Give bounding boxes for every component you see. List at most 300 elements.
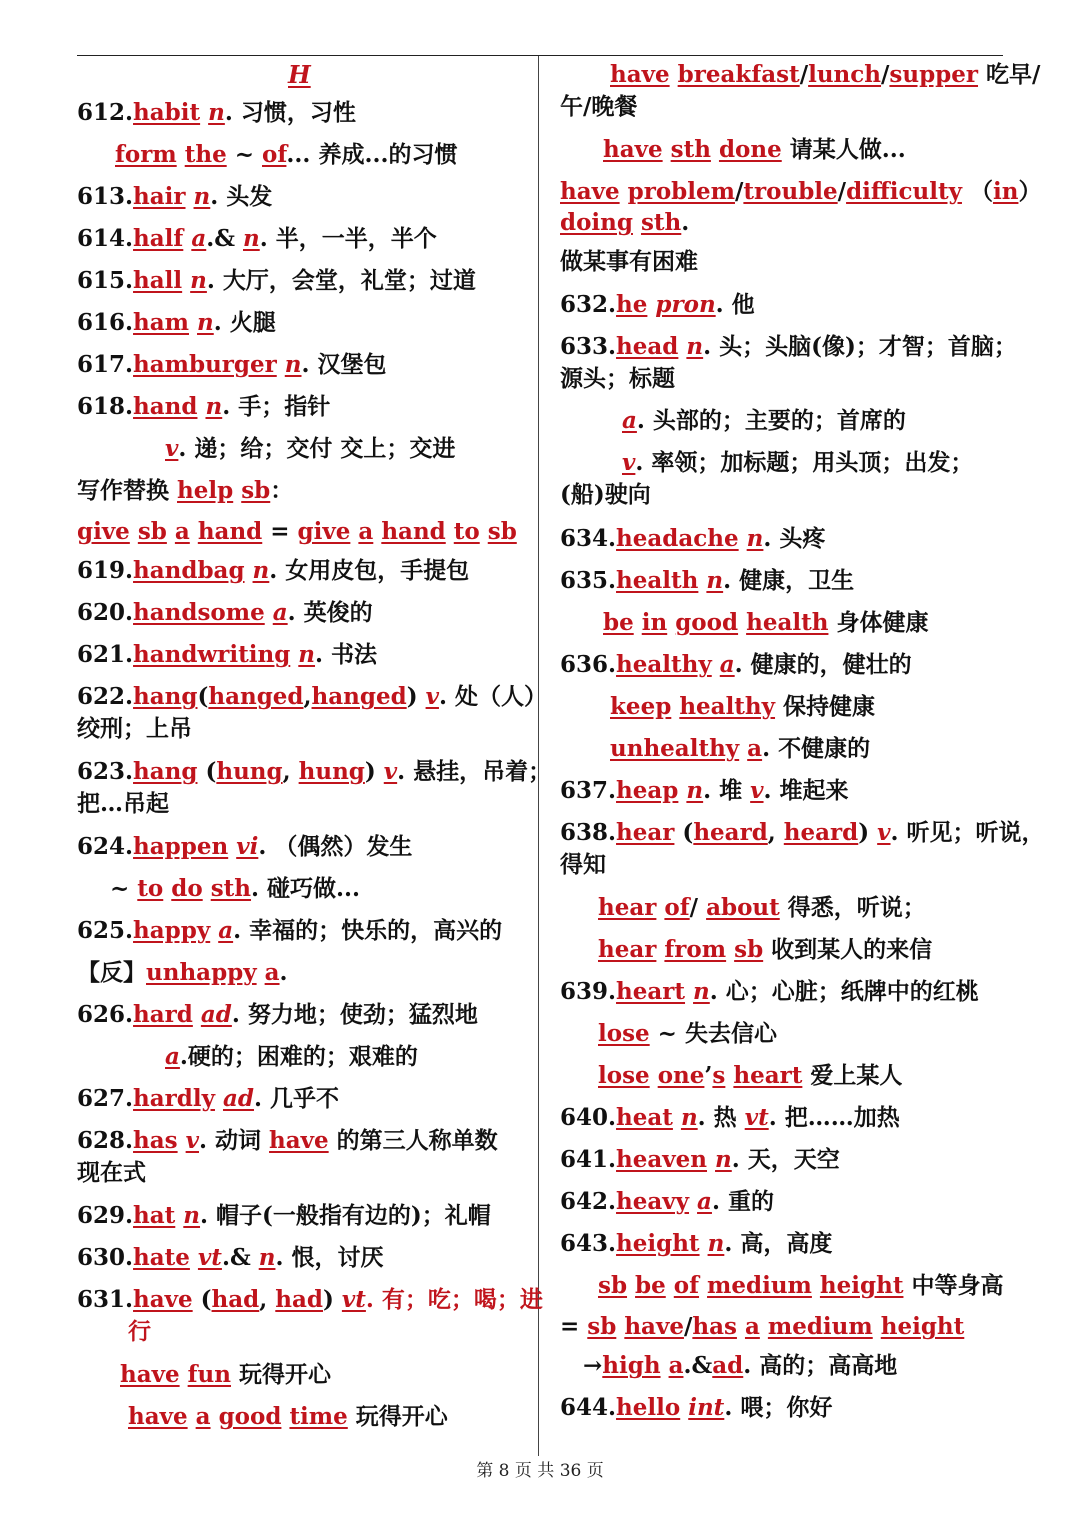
entry-text: / [881,61,890,88]
entry-text [663,136,671,163]
entry-keyword: handbag [133,557,245,584]
entry-text: / [683,1313,693,1340]
entry-keyword: hang [133,683,198,710]
entry-keyword: ham [133,309,189,336]
entry-text: . 处（人） [438,683,547,710]
entry-keyword: a [697,1188,712,1215]
entry-text: 624. [77,833,134,860]
entry-text: 身体健康 [828,609,929,636]
entry-text: 642. [560,1188,617,1215]
entry-text: ’ [704,1062,713,1089]
entry-text [446,518,454,545]
entry-keyword: a [264,959,280,986]
left-entry-line [77,476,293,506]
entry-text: 629. [77,1202,134,1229]
entry-keyword: happy [133,917,211,944]
entry-text: . 努力地；使劲；猛烈地 [231,1001,478,1028]
right-entry-line [598,893,926,923]
entry-keyword: ad [222,1085,254,1112]
entry-text [707,1146,715,1173]
entry-keyword: good [675,609,739,636]
entry-keyword: hand [133,393,198,420]
entry-keyword: n [205,393,223,420]
entry-text [712,651,720,678]
entry-keyword: medium [767,1313,873,1340]
entry-keyword: hang [133,758,198,785]
entry-text [620,178,628,205]
entry-text: / [837,178,847,205]
entry-text: , [259,1286,276,1313]
entry-text: 615. [77,267,134,294]
entry-text: = [560,1313,588,1340]
left-entry-line [77,714,192,744]
entry-text: ( [197,758,217,785]
entry-keyword: the [184,141,227,168]
left-entry-line [77,682,547,712]
entry-keyword: done [718,136,782,163]
entry-keyword: time [289,1403,348,1430]
entry-text: . 手；指针 [222,393,331,420]
top-rule [77,55,1003,56]
entry-keyword: have [560,178,620,205]
entry-keyword: hand [197,518,263,545]
entry-text: .& [206,225,243,252]
entry-text: . 女用皮包，手提包 [269,557,470,584]
left-entry-line [77,1000,478,1030]
entry-text: 午/晚餐 [560,93,638,120]
right-entry-line [560,1229,832,1259]
left-entry-line [77,1285,543,1315]
entry-keyword: handsome [133,599,265,626]
entry-text [812,1272,820,1299]
entry-text: 614. [77,225,134,252]
entry-text: ) [323,1286,342,1313]
entry-text: 收到某人的来信 [763,936,933,963]
entry-keyword: sb [587,1313,617,1340]
entry-text [265,599,273,626]
entry-keyword: lunch [808,61,882,88]
entry-keyword: vt [744,1104,769,1131]
entry-text [738,609,746,636]
entry-keyword: happen [133,833,229,860]
right-entry-line [560,1312,964,1342]
entry-keyword: trouble [743,178,838,205]
entry-keyword: sb [598,1272,628,1299]
right-entry-line [598,1271,1003,1301]
left-entry-line [128,1402,448,1432]
entry-keyword: unhappy [146,959,257,986]
entry-keyword: have [133,1286,193,1313]
entry-keyword: a [174,518,190,545]
entry-text: . 堆起来 [763,777,849,804]
entry-text: = [262,518,298,545]
entry-keyword: a [668,1352,684,1379]
entry-text: 玩得开心 [347,1403,448,1430]
left-entry-line [77,1158,146,1188]
entry-keyword: heaven [616,1146,708,1173]
entry-text: 622. [77,683,134,710]
entry-text [186,183,194,210]
entry-text: . 他 [715,291,755,318]
entry-text: 626. [77,1001,134,1028]
left-entry-line [165,434,455,464]
right-entry-line [610,734,870,764]
entry-keyword: has [133,1127,178,1154]
entry-keyword: v [425,683,439,710]
entry-text: . 率领；加标题；用头顶；出发； [635,449,974,476]
entry-text: / [689,894,707,921]
entry-keyword: n [706,567,724,594]
entry-keyword: be [603,609,634,636]
entry-text: 得悉，听说； [779,894,926,921]
right-entry-line [560,566,854,596]
entry-keyword: high [602,1352,661,1379]
entry-text [699,1272,707,1299]
entry-keyword: hard [133,1001,193,1028]
entry-keyword: . 有；吃；喝；进 [365,1286,543,1313]
entry-text [673,1104,681,1131]
entry-text: 628. [77,1127,134,1154]
right-entry-line [560,977,979,1007]
entry-text: . 高的；高高地 [743,1352,898,1379]
entry-text [130,518,138,545]
entry-keyword: s [712,1062,726,1089]
left-entry-line [115,140,457,170]
left-entry-line [77,1084,339,1114]
entry-text: . 半，一半，半个 [259,225,437,252]
entry-keyword: n [746,525,764,552]
entry-text [190,1244,198,1271]
entry-keyword: hate [133,1244,190,1271]
entry-text [210,917,218,944]
entry-keyword: in [641,609,668,636]
entry-text: ~ [226,141,262,168]
entry-text: 613. [77,183,134,210]
right-entry-line [610,60,1040,90]
entry-text: . 大厅，会堂，礼堂；过道 [206,267,476,294]
entry-text: （ [961,178,993,205]
entry-keyword: he [616,291,648,318]
right-entry-line [560,177,1041,207]
left-entry-line [77,98,356,128]
entry-keyword: heat [616,1104,673,1131]
entry-keyword: sth [210,875,252,902]
entry-text [634,609,642,636]
entry-text: . 火腿 [213,309,276,336]
entry-keyword: a [272,599,288,626]
entry-text: . 头部的；主要的；首席的 [636,407,906,434]
entry-text: 【反】 [77,959,146,986]
right-entry-line [598,1019,777,1049]
entry-text: .& [221,1244,259,1271]
entry-keyword: n [258,1244,276,1271]
entry-text: . 心；心脏；纸牌中的红桃 [709,978,979,1005]
entry-text [633,209,641,236]
entry-keyword: a [218,917,234,944]
entry-text: . 习惯，习性 [224,99,356,126]
entry-keyword: unhealthy [610,735,740,762]
left-entry-line [77,556,469,586]
entry-keyword: n [707,1230,725,1257]
entry-text: ... 养成...的习惯 [286,141,458,168]
entry-text [873,1313,881,1340]
entry-keyword: int [688,1394,725,1421]
entry-keyword: have [603,136,663,163]
entry-keyword: v [185,1127,199,1154]
entry-keyword: hand [381,518,446,545]
entry-text: ~ [110,875,138,902]
right-entry-line [560,208,689,238]
entry-text [760,1313,768,1340]
entry-text [739,525,747,552]
entry-keyword: sb [734,936,764,963]
entry-keyword: n [284,351,302,378]
right-entry-line [560,524,825,554]
right-entry-line [560,1103,900,1133]
entry-keyword: had [211,1286,260,1313]
right-entry-line [560,776,849,806]
entry-keyword: do [171,875,203,902]
entry-text: 640. [560,1104,617,1131]
left-entry-line [77,640,377,670]
entry-keyword: height [880,1313,965,1340]
right-entry-line [610,692,875,722]
entry-text: . 书法 [315,641,378,668]
entry-text: . 把……加热 [768,1104,900,1131]
entry-keyword: have [269,1127,329,1154]
entry-text: 源头；标题 [560,365,675,392]
entry-keyword: of [262,141,287,168]
column-divider [538,56,539,1456]
entry-text [182,267,190,294]
entry-text: . 英俊的 [287,599,373,626]
entry-text: 做某事有困难 [560,248,698,275]
entry-keyword: hear [598,894,657,921]
entry-keyword: health [616,567,699,594]
entry-keyword: half [133,225,184,252]
entry-keyword: a [747,735,763,762]
entry-keyword: a [195,1403,211,1430]
entry-keyword: headache [616,525,739,552]
entry-keyword: pron [655,291,716,318]
right-entry-line [560,480,651,510]
entry-keyword: problem [627,178,735,205]
left-entry-line [128,1317,151,1347]
entry-keyword: hanged [311,683,407,710]
left-entry-line [110,874,360,904]
left-entry-line [77,1243,383,1273]
entry-text: 616. [77,309,134,336]
entry-text: . 重的 [711,1188,774,1215]
entry-text: 620. [77,599,134,626]
entry-keyword: a [744,1313,760,1340]
entry-keyword: heart [733,1062,803,1089]
entry-text: ： [270,477,294,504]
entry-keyword: about [706,894,780,921]
entry-text: ） [1018,178,1042,205]
entry-text: ( [197,683,209,710]
entry-text: , [282,758,299,785]
entry-text: . 头发 [210,183,273,210]
entry-keyword: n [680,1104,698,1131]
entry-keyword: heap [616,777,679,804]
entry-keyword: a [191,225,207,252]
entry-text: 619. [77,557,134,584]
entry-text: 635. [560,567,617,594]
entry-keyword: sb [137,518,167,545]
entry-text: 绞刑；上吊 [77,715,192,742]
entry-text [737,1313,745,1340]
entry-text: 639. [560,978,617,1005]
section-heading: H [288,60,311,89]
entry-keyword: hardly [133,1085,215,1112]
entry-text: 621. [77,641,134,668]
left-entry-line [77,1126,498,1156]
entry-text [627,1272,635,1299]
entry-text [650,1062,658,1089]
entry-text [188,1403,196,1430]
entry-keyword: height [616,1230,700,1257]
entry-keyword: from [664,936,727,963]
right-entry-line [560,818,1045,848]
entry-text: 627. [77,1085,134,1112]
left-entry-line [77,266,476,296]
entry-keyword: n [243,225,260,252]
left-entry-line [77,308,276,338]
entry-keyword: to [137,875,164,902]
entry-keyword: has [692,1313,737,1340]
entry-keyword: sth [640,209,682,236]
entry-keyword: doing [560,209,633,236]
entry-text: . 高，高度 [724,1230,833,1257]
entry-keyword: hello [616,1394,681,1421]
entry-keyword: one [657,1062,705,1089]
entry-text: (船)驶向 [560,481,651,508]
entry-text [689,1188,697,1215]
entry-text: 618. [77,393,134,420]
entry-text: . 递；给；交付 交上；交进 [178,435,456,462]
left-entry-line [77,392,330,422]
entry-text: 636. [560,651,617,678]
entry-keyword: sb [241,477,271,504]
right-entry-line [560,247,698,277]
entry-text: . 帽子(一般指有边的)；礼帽 [200,1202,491,1229]
entry-keyword: n [183,1202,201,1229]
entry-keyword: n [686,777,704,804]
entry-text: , [767,819,784,846]
entry-text: . 头疼 [763,525,826,552]
entry-text [245,557,253,584]
entry-keyword: v [877,819,891,846]
entry-keyword: have [610,61,670,88]
entry-text: 请某人做... [781,136,906,163]
entry-keyword: hung [216,758,283,785]
entry-text: . [279,959,288,986]
left-entry-line [77,916,502,946]
entry-text: 632. [560,291,617,318]
entry-text: 638. [560,819,617,846]
left-entry-line [120,1360,331,1390]
entry-text [203,875,211,902]
entry-keyword: v [383,758,398,785]
right-entry-line [560,92,637,122]
left-entry-line [77,598,373,628]
right-entry-line [583,1351,897,1381]
entry-keyword: have [624,1313,684,1340]
entry-keyword: health [746,609,829,636]
entry-text: 玩得开心 [230,1361,331,1388]
entry-keyword: of [664,894,690,921]
left-entry-line [77,517,517,547]
entry-keyword: fun [187,1361,231,1388]
entry-text [200,99,208,126]
entry-keyword: form [115,141,177,168]
entry-text: ( [674,819,694,846]
entry-keyword: keep [610,693,672,720]
entry-keyword: v [750,777,764,804]
entry-text: 得知 [560,851,606,878]
entry-text: / [799,61,809,88]
entry-keyword: hear [598,936,657,963]
entry-keyword: n [715,1146,732,1173]
left-entry-line [77,1201,491,1231]
entry-text: 641. [560,1146,617,1173]
entry-keyword: good [218,1403,282,1430]
entry-keyword: v [622,449,636,476]
entry-keyword: n [252,557,270,584]
left-entry-line [77,224,437,254]
entry-text [228,833,236,860]
entry-text: 617. [77,351,134,378]
entry-text: . 悬挂，吊着； [397,758,552,785]
entry-text: . 天，天空 [731,1146,840,1173]
entry-keyword: head [616,333,679,360]
entry-keyword: v [165,435,179,462]
entry-keyword: a [719,651,735,678]
entry-text: 633. [560,333,617,360]
right-entry-line [560,1393,832,1423]
right-entry-line [603,135,906,165]
right-entry-line [560,850,606,880]
entry-text: . 热 [697,1104,745,1131]
entry-keyword: handwriting [133,641,291,668]
right-entry-line [622,448,973,478]
right-entry-line [560,290,755,320]
entry-keyword: 行 [128,1318,151,1345]
entry-keyword: n [686,333,704,360]
entry-keyword: healthy [679,693,776,720]
entry-text: ~ 失去信心 [649,1020,777,1047]
entry-keyword: heard [693,819,768,846]
entry-text: ( [192,1286,212,1313]
entry-keyword: n [190,267,207,294]
entry-keyword: hall [133,267,183,294]
entry-keyword: n [197,309,214,336]
entry-text: 634. [560,525,617,552]
entry-text: 644. [560,1394,617,1421]
entry-text: .& [683,1352,713,1379]
entry-text [178,1127,186,1154]
entry-keyword: healthy [616,651,712,678]
entry-text: 现在式 [77,1159,146,1186]
entry-keyword: of [673,1272,700,1299]
entry-text [739,735,747,762]
entry-text: 630. [77,1244,134,1271]
entry-text [190,518,198,545]
entry-text: .硬的；困难的；艰难的 [179,1043,418,1070]
right-entry-line [598,1061,902,1091]
entry-keyword: difficulty [846,178,962,205]
